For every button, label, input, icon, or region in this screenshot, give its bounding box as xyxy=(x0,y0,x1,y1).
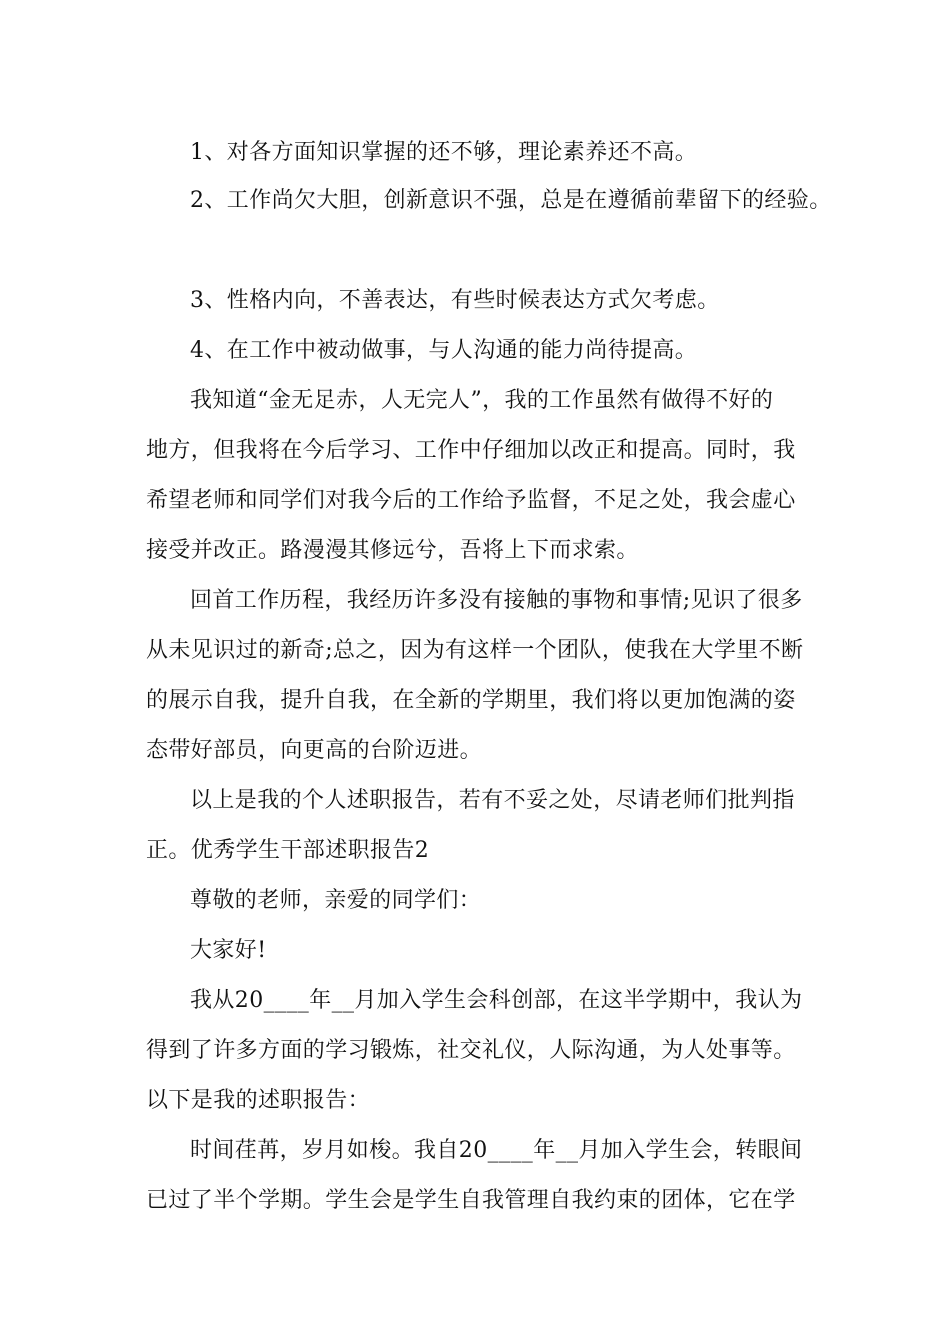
paragraph-line: 时间荏苒，岁月如梭。我自20____年__月加入学生会，转眼间 xyxy=(190,1138,803,1163)
paragraph-line: 我从20____年__月加入学生会科创部，在这半学期中，我认为 xyxy=(190,988,803,1013)
paragraph-line: 我知道“金无足赤，人无完人”，我的工作虽然有做得不好的 xyxy=(190,388,774,413)
paragraph-line: 从未见识过的新奇;总之，因为有这样一个团队，使我在大学里不断 xyxy=(146,638,804,663)
list-item-2: 2、工作尚欠大胆，创新意识不强，总是在遵循前辈留下的经验。 xyxy=(190,188,832,213)
paragraph-line: 得到了许多方面的学习锻炼，社交礼仪，人际沟通，为人处事等。 xyxy=(146,1038,796,1063)
paragraph-line: 回首工作历程，我经历许多没有接触的事物和事情;见识了很多 xyxy=(190,588,803,613)
paragraph-line: 以下是我的述职报告： xyxy=(146,1088,371,1113)
salutation: 尊敬的老师，亲爱的同学们： xyxy=(190,888,482,913)
paragraph-line: 已过了半个学期。学生会是学生自我管理自我约束的团体，它在学 xyxy=(146,1188,796,1213)
section-title-line: 正。优秀学生干部述职报告2 xyxy=(146,838,430,863)
list-item-3: 3、性格内向，不善表达，有些时候表达方式欠考虑。 xyxy=(190,288,720,313)
paragraph-line: 以上是我的个人述职报告，若有不妥之处，尽请老师们批判指 xyxy=(190,788,795,813)
paragraph-line: 地方，但我将在今后学习、工作中仔细加以改正和提高。同时，我 xyxy=(146,438,796,463)
list-item-1: 1、对各方面知识掌握的还不够，理论素养还不高。 xyxy=(190,140,698,165)
paragraph-line: 希望老师和同学们对我今后的工作给予监督，不足之处，我会虚心 xyxy=(146,488,796,513)
greeting: 大家好! xyxy=(190,938,267,963)
paragraph-line: 态带好部员，向更高的台阶迈进。 xyxy=(146,738,483,763)
list-item-4: 4、在工作中被动做事，与人沟通的能力尚待提高。 xyxy=(190,338,698,363)
paragraph-line: 接受并改正。路漫漫其修远兮，吾将上下而求索。 xyxy=(146,538,639,563)
paragraph-line: 的展示自我，提升自我，在全新的学期里，我们将以更加饱满的姿 xyxy=(146,688,796,713)
